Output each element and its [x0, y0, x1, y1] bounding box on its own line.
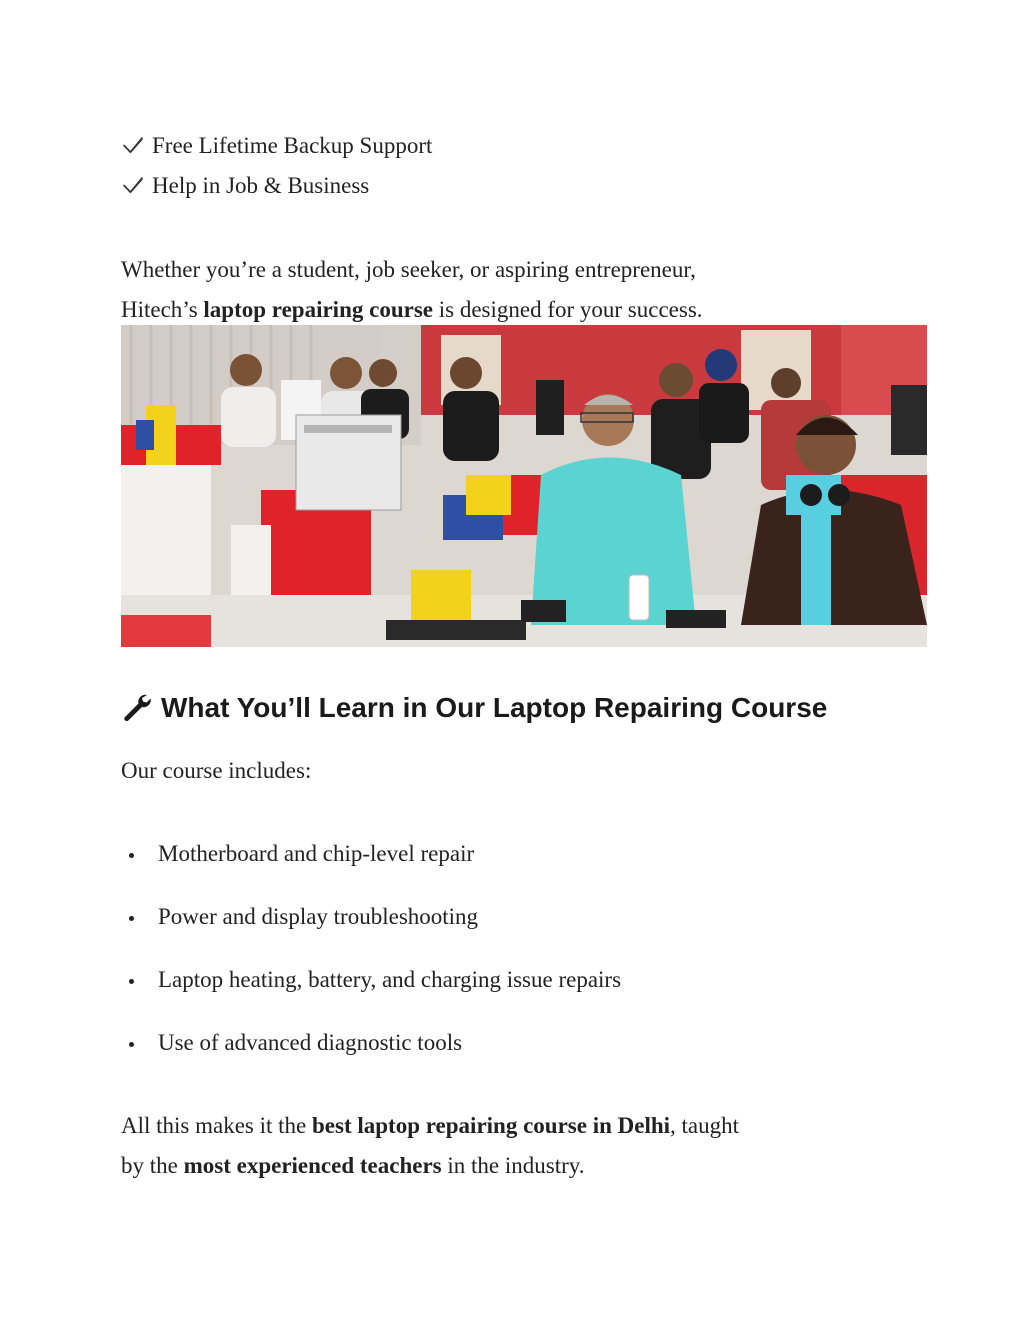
closing-bold-text: most experienced teachers: [183, 1153, 442, 1178]
closing-line: [121, 1110, 739, 1142]
checkmark-icon: [121, 133, 145, 157]
bullet-dot: [129, 916, 134, 921]
document-page: [121, 0, 927, 1325]
list-item-text: Use of advanced diagnostic tools: [158, 1030, 463, 1055]
closing-text: by the: [121, 1153, 184, 1178]
feature-text: Free Lifetime Backup Support: [152, 133, 433, 158]
feature-item: [121, 130, 432, 162]
bullet-dot: [129, 853, 134, 858]
feature-item: [121, 170, 369, 202]
list-item-text: Laptop heating, battery, and charging issue repairs: [158, 967, 622, 992]
bullet-dot: [129, 1042, 134, 1047]
section-heading: [121, 688, 827, 728]
wrench-icon: [121, 692, 153, 722]
list-item: [121, 964, 927, 996]
classroom-scene-image: [121, 325, 927, 647]
list-item-text: Power and display troubleshooting: [158, 904, 479, 929]
section-title: What You’ll Learn in Our Laptop Repairing Course: [161, 692, 828, 723]
closing-text: All this makes it the: [121, 1113, 313, 1138]
intro-line: Whether you’re a student, job seeker, or aspiring entrepreneur,: [121, 257, 696, 282]
classroom-photo: [121, 325, 927, 647]
list-item: [121, 838, 927, 870]
checkmark-icon: [121, 173, 145, 197]
closing-line: [121, 1150, 585, 1182]
intro-text: is designed for your success.: [432, 297, 703, 322]
closing-text: , taught: [670, 1113, 740, 1138]
intro-text: Hitech’s: [121, 297, 204, 322]
list-item: [121, 901, 927, 933]
closing-text: in the industry.: [441, 1153, 585, 1178]
list-item-text: Motherboard and chip-level repair: [158, 841, 475, 866]
bullet-dot: [129, 979, 134, 984]
intro-bold-text: laptop repairing course: [203, 297, 433, 322]
intro-line: [121, 294, 703, 326]
section-lead: Our course includes:: [121, 758, 312, 783]
closing-bold-text: best laptop repairing course in Delhi: [312, 1113, 671, 1138]
list-item: [121, 1027, 927, 1059]
feature-text: Help in Job & Business: [152, 173, 370, 198]
